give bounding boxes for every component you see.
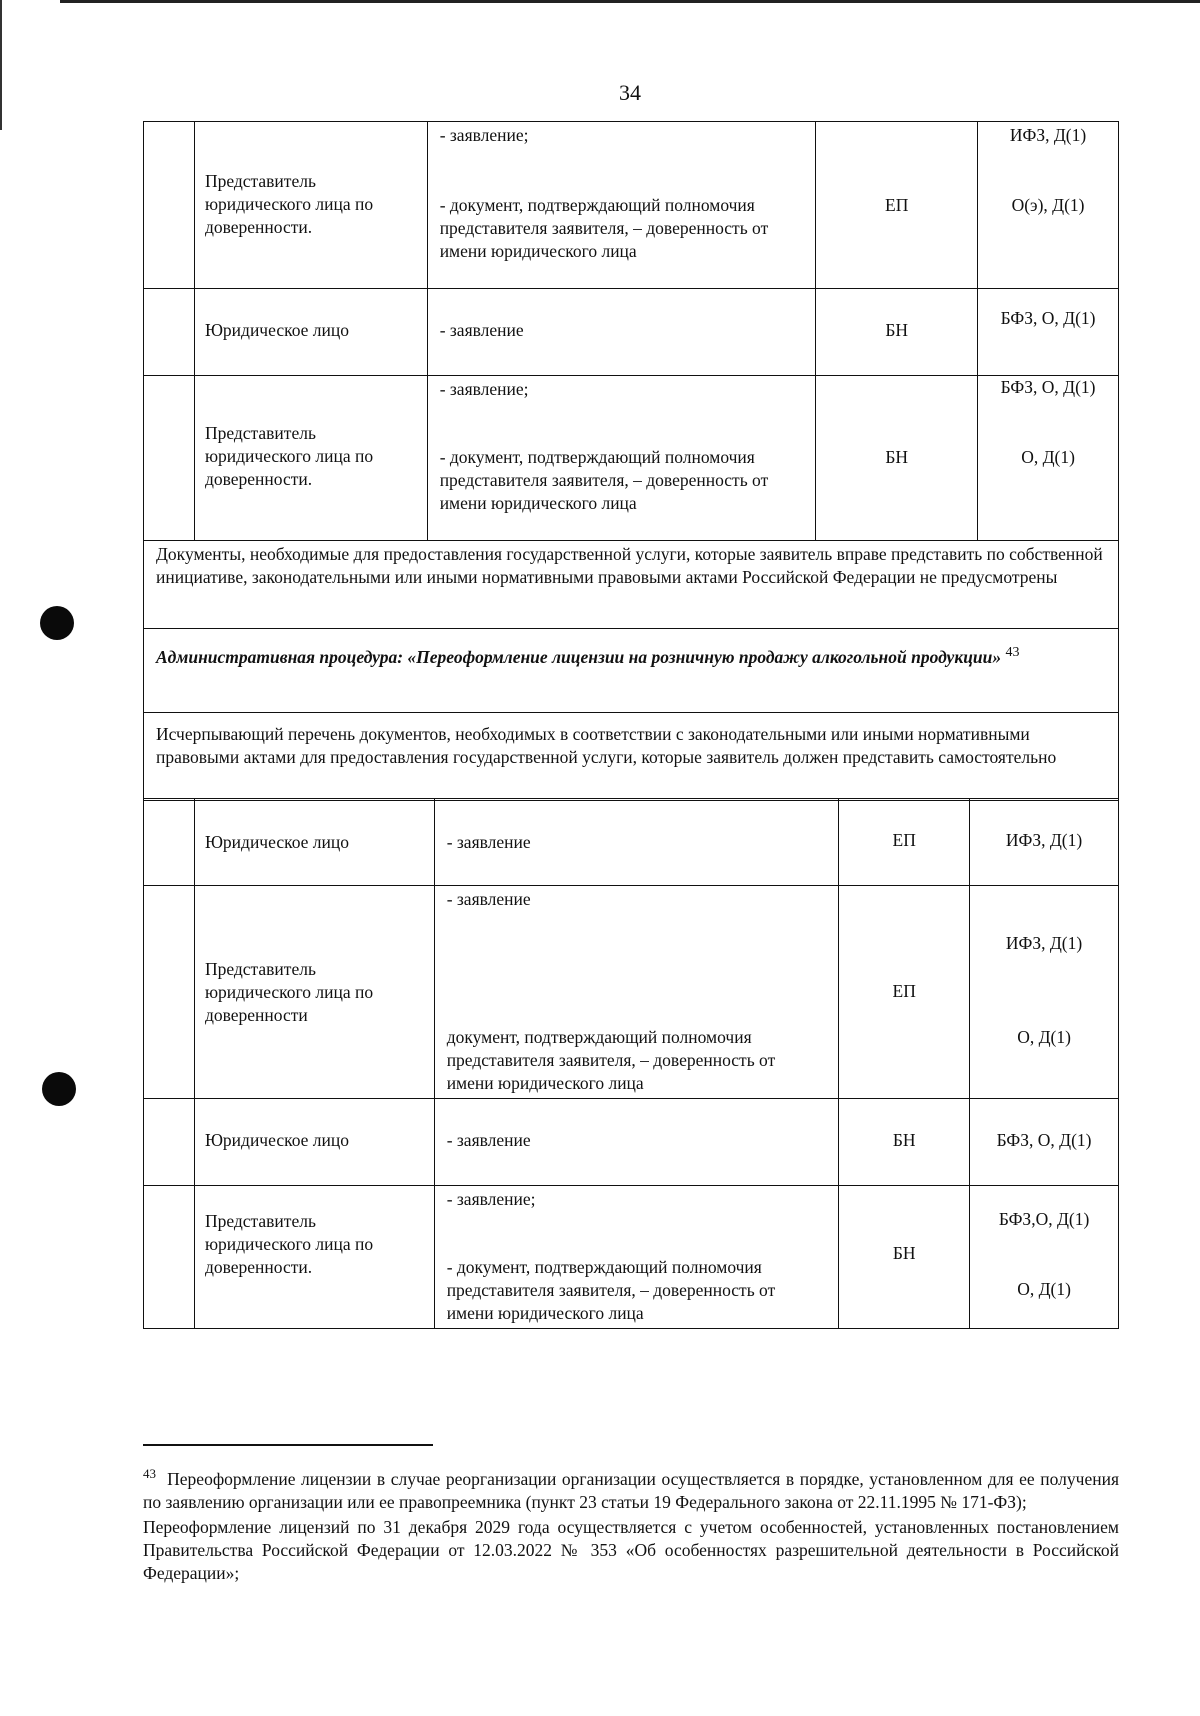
procedure-title: Административная процедура: «Переоформление лицензии на розничную продажу алкогольной продукции» $^{43}$ — [156, 645, 1020, 667]
delivery-type-cell — [839, 1099, 970, 1186]
document-format: БФЗ, О, Д(1) — [1000, 308, 1096, 328]
document-format: О, Д(1) — [1017, 1027, 1071, 1047]
delivery-type: БН — [892, 1130, 916, 1150]
scan-edge-left — [0, 0, 2, 130]
document-item: документ, подтверждающий полномочия представителя заявителя, – доверенность от имени юридического лица — [446, 1027, 776, 1093]
format-cell — [970, 1186, 1119, 1329]
delivery-type-cell — [839, 1186, 970, 1329]
applicant-label: Юридическое лицо — [204, 1130, 350, 1150]
document-format: О(э), Д(1) — [1011, 195, 1085, 215]
delivery-type-cell — [816, 289, 978, 376]
applicant-label: Представитель юридического лица по доверенности. — [204, 423, 374, 489]
footnote-43 — [143, 1462, 1119, 1514]
delivery-type-cell — [839, 886, 970, 1099]
documents-table-2 — [143, 798, 1119, 1329]
delivery-type-cell — [816, 376, 978, 541]
applicant-cell — [194, 799, 434, 886]
document-item: - заявление; — [446, 1189, 536, 1209]
row-number-cell — [144, 376, 195, 541]
applicant-label: Юридическое лицо — [204, 320, 350, 340]
document-item: - документ, подтверждающий полномочия представителя заявителя, – доверенность от имени юридического лица — [446, 1257, 776, 1323]
punch-hole — [42, 1072, 76, 1106]
delivery-type: БН — [885, 447, 909, 467]
document-item: - заявление; — [439, 379, 529, 399]
document-format: О, Д(1) — [1017, 1279, 1071, 1299]
format-cell — [970, 1099, 1119, 1186]
scan-edge-top — [60, 0, 1200, 3]
table-row — [144, 1099, 1119, 1186]
page-number: 34 — [619, 80, 641, 105]
documents-cell — [434, 799, 839, 886]
applicant-cell — [194, 1186, 434, 1329]
table-row — [144, 799, 1119, 886]
document-item: - заявление — [439, 320, 524, 340]
optional-docs-note: Документы, необходимые для предоставления государственной услуги, которые заявитель вправе представить по собственной инициативе, законодательными или иными нормативными правовыми актами Российской Федерации не предусмотрены — [156, 544, 1103, 587]
applicant-cell — [194, 122, 427, 289]
table-row — [144, 541, 1119, 629]
format-cell — [970, 799, 1119, 886]
row-number-cell — [144, 886, 195, 1099]
documents-table-1 — [143, 121, 1119, 801]
applicant-cell — [194, 289, 427, 376]
documents-cell — [427, 289, 816, 376]
delivery-type-cell — [839, 799, 970, 886]
applicant-cell — [194, 1099, 434, 1186]
delivery-type: ЕП — [892, 830, 916, 850]
table-row — [144, 289, 1119, 376]
footnote-number: 43 — [143, 1466, 156, 1481]
document-item: - заявление — [446, 832, 531, 852]
row-number-cell — [144, 1186, 195, 1329]
format-cell — [970, 886, 1119, 1099]
row-number-cell — [144, 799, 195, 886]
documents-cell — [434, 886, 839, 1099]
document-item: - заявление; — [439, 125, 529, 145]
procedure-title-cell — [144, 629, 1119, 713]
table-row — [144, 122, 1119, 289]
document-format: БФЗ, О, Д(1) — [996, 1130, 1092, 1150]
applicant-cell — [194, 376, 427, 541]
document-format: ИФЗ, Д(1) — [1009, 125, 1087, 145]
documents-cell — [427, 122, 816, 289]
required-docs-heading-cell — [144, 713, 1119, 801]
document-item: - заявление — [446, 1130, 531, 1150]
delivery-type: БН — [885, 320, 909, 340]
documents-cell — [434, 1186, 839, 1329]
footnote-separator — [143, 1444, 433, 1446]
applicant-label: Представитель юридического лица по доверенности — [204, 959, 374, 1025]
document-format: БФЗ, О, Д(1) — [1000, 377, 1096, 397]
document-format: ИФЗ, Д(1) — [1005, 933, 1083, 953]
table-row — [144, 886, 1119, 1099]
delivery-type-cell — [816, 122, 978, 289]
applicant-label: Юридическое лицо — [204, 832, 350, 852]
footnotes — [143, 1462, 1119, 1587]
documents-cell — [434, 1099, 839, 1186]
delivery-type: ЕП — [885, 195, 909, 215]
format-cell — [978, 376, 1119, 541]
document-item: - документ, подтверждающий полномочия представителя заявителя, – доверенность от имени юридического лица — [439, 447, 769, 513]
format-cell — [978, 289, 1119, 376]
document-item: - документ, подтверждающий полномочия представителя заявителя, – доверенность от имени юридического лица — [439, 195, 769, 261]
footnote-ref: 43 — [1005, 645, 1020, 660]
footnote-text: Переоформление лицензии в случае реорганизации организации осуществляется в порядке, установленном для ее получения по заявлению организации или ее правопреемника (пункт 23 статьи 19 Федерального закона от 22.11.1995 № 171-ФЗ); — [143, 1468, 1119, 1512]
document-item: - заявление — [446, 889, 531, 909]
row-number-cell — [144, 289, 195, 376]
table-row — [144, 376, 1119, 541]
table-row — [144, 713, 1119, 801]
applicant-label: Представитель юридического лица по доверенности. — [204, 1211, 374, 1277]
document-format: ИФЗ, Д(1) — [1005, 830, 1083, 850]
required-docs-heading: Исчерпывающий перечень документов, необходимых в соответствии с законодательными или иными нормативными правовыми актами для предоставления государственной услуги, которые заявитель должен представить самостоятельно — [156, 724, 1057, 767]
footnote-continuation: Переоформление лицензий по 31 декабря 2029 года осуществляется с учетом особенностей, установленных постановлением Правительства Российской Федерации от 12.03.2022 № 353 «Об особенностях разрешительной деятельности в Российской Федерации»; — [143, 1516, 1119, 1583]
format-cell — [978, 122, 1119, 289]
row-number-cell — [144, 122, 195, 289]
document-format: О, Д(1) — [1021, 447, 1075, 467]
table-row — [144, 1186, 1119, 1329]
applicant-label: Представитель юридического лица по доверенности. — [204, 171, 374, 237]
delivery-type: БН — [892, 1243, 916, 1263]
applicant-cell — [194, 886, 434, 1099]
document-format: БФЗ,О, Д(1) — [998, 1209, 1090, 1229]
delivery-type: ЕП — [892, 981, 916, 1001]
punch-hole — [40, 606, 74, 640]
documents-cell — [427, 376, 816, 541]
optional-docs-note-cell — [144, 541, 1119, 629]
row-number-cell — [144, 1099, 195, 1186]
table-row — [144, 629, 1119, 713]
